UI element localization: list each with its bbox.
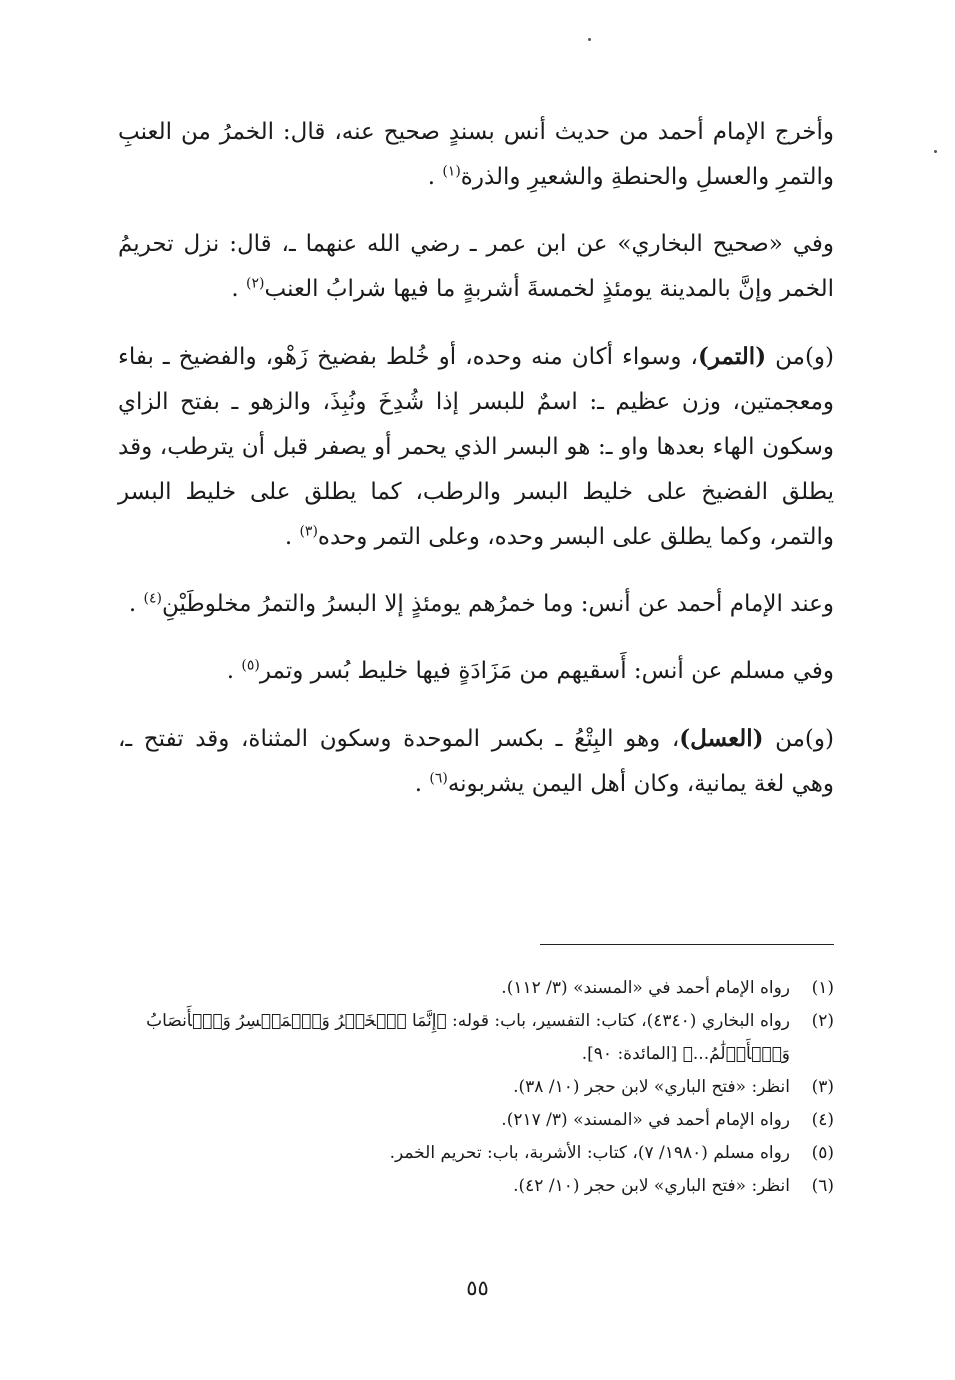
footnote-number: (٣) [811,1077,834,1097]
speck [588,38,591,41]
footnote-divider [540,944,834,945]
footnote-3 [118,1071,834,1104]
paragraph-prefix: (و)من [766,344,834,370]
paragraph-end: . [284,524,300,550]
footnote-number: (٢) [811,1011,834,1031]
paragraph-end: . [128,591,144,617]
paragraph-prefix: (و)من [763,726,834,752]
paragraph-end: . [231,276,247,302]
footnote-text: رواه الإمام أحمد في «المسند» (٣/ ٢١٧). [501,1110,790,1130]
footnote-ref[interactable]: (٢) [246,275,265,292]
paragraph-2 [118,222,834,312]
footnote-text: رواه البخاري (٤٣٤٠)، كتاب: التفسير، باب: قوله: ﴿إِنَّمَا ٱلۡخَمۡرُ وَٱلۡمَيۡسِرُ وَٱلۡأَنصَابُ وَٱلۡأَزۡلَٰمُ...﴾ [المائدة: ٩٠]. [146,1011,790,1064]
paragraph-4 [118,582,834,627]
paragraph-3 [118,334,834,560]
paragraph-text: وأخرج الإمام أحمد من حديث أنس بسندٍ صحيح عنه، قال: الخمرُ من العنبِ والتمرِ والعسلِ والحنطةِ والشعيرِ والذرة [118,119,834,190]
footnotes [118,972,834,1203]
paragraph-end: . [427,164,443,190]
term-heading: (العسل) [679,725,764,752]
footnote-text: انظر: «فتح الباري» لابن حجر (١٠/ ٣٨). [513,1077,790,1097]
footnote-ref[interactable]: (١) [442,163,461,180]
paragraph-6 [118,716,834,807]
footnote-text: انظر: «فتح الباري» لابن حجر (١٠/ ٤٢). [513,1176,790,1196]
footnote-number: (٤) [811,1110,834,1130]
footnote-1 [118,972,834,1005]
main-text [118,110,834,829]
footnote-6 [118,1170,834,1203]
footnote-text: رواه مسلم (١٩٨٠/ ٧)، كتاب: الأشربة، باب: تحريم الخمر. [389,1143,790,1163]
paragraph-5 [118,649,834,694]
paragraph-end: . [226,658,242,684]
paragraph-end: . [414,771,430,797]
footnote-ref[interactable]: (٦) [429,770,448,787]
footnote-4 [118,1104,834,1137]
footnote-ref[interactable]: (٣) [299,523,318,540]
footnote-text: رواه الإمام أحمد في «المسند» (٣/ ١١٢). [501,978,790,998]
paragraph-1 [118,110,834,200]
paragraph-text: ، وسواء أكان منه وحده، أو خُلط بفضيخ زَهْو، والفضيخ ـ بفاء ومعجمتين، وزن عظيم ـ: اسمٌ للبسر إذا شُدِخَ ونُبِذَ، والزهو ـ بفتح الزاي وسكون الهاء بعدها واو ـ: هو البسر الذي يحمر أو يصفر قبل أن يترطب، وقد يطلق الفضيخ على خليط البسر والرطب، كما يطلق على خليط البسر والتمر، وكما يطلق على البسر وحده، وعلى التمر وحده [118,344,834,550]
paragraph-text: وفي مسلم عن أنس: أَسقيهم من مَزَادَةٍ فيها خليط بُسر وتمر [259,658,834,684]
footnote-number: (١) [811,978,834,998]
footnote-number: (٦) [811,1176,834,1196]
footnote-ref[interactable]: (٥) [241,657,260,674]
paragraph-text: وعند الإمام أحمد عن أنس: وما خمرُهم يومئذٍ إلا البسرُ والتمرُ مخلوطَيْنِ [161,591,834,617]
page-number: ٥٥ [466,1276,489,1300]
footnote-number: (٥) [811,1143,834,1163]
paragraph-text: وفي «صحيح البخاري» عن ابن عمر ـ رضي الله عنهما ـ، قال: نزل تحريمُ الخمر وإنَّ بالمدينة يومئذٍ لخمسةَ أشربةٍ ما فيها شرابُ العنب [118,231,834,302]
footnote-5 [118,1137,834,1170]
speck [934,150,937,153]
footnote-ref[interactable]: (٤) [143,590,162,607]
paragraph-text: ، وهو البِتْعُ ـ بكسر الموحدة وسكون المثناة، وقد تفتح ـ، وهي لغة يمانية، وكان أهل اليمن يشربونه [118,726,834,797]
term-heading: (التمر) [697,343,767,370]
footnote-2 [118,1005,834,1071]
